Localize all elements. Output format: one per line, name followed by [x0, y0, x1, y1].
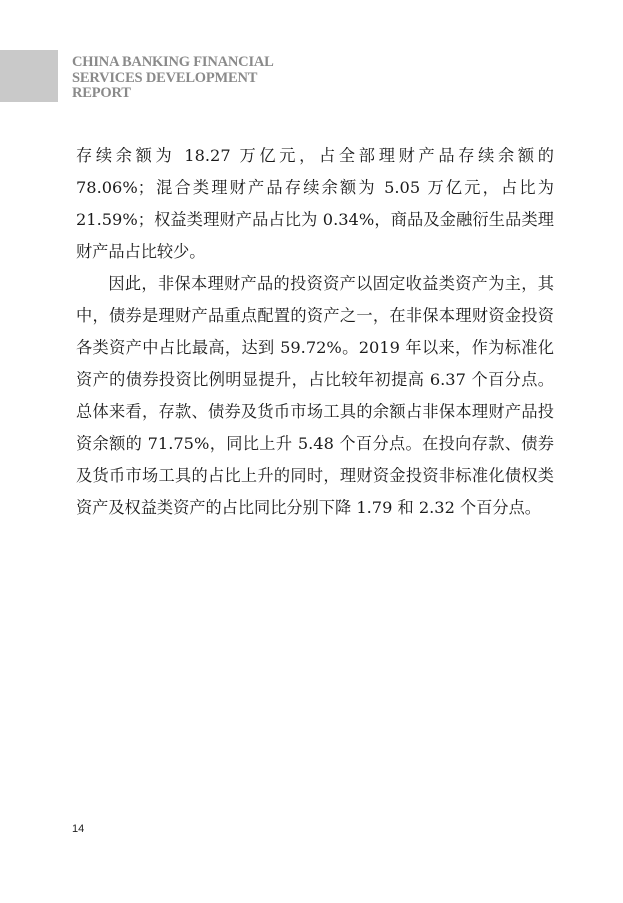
running-header: [72, 55, 312, 102]
body-text: [76, 140, 554, 524]
running-header-line-3: REPORT: [72, 85, 131, 101]
running-header-line-1: CHINA BANKING FINANCIAL: [72, 54, 274, 70]
page-number: 14: [72, 823, 85, 835]
running-header-line-2: SERVICES DEVELOPMENT: [72, 69, 258, 86]
header-gray-block: [0, 50, 58, 102]
paragraph: 因此，非保本理财产品的投资资产以固定收益类资产为主，其中，债券是理财产品重点配置的资产之一，在非保本理财资金投资各类资产中占比最高，达到 59.72%。2019 年以来，作为标准化资产的债券投资比例明显提升，占比较年初提高 6.37 个百分点。总体来看，存款、债券及货币市场工具的余额占非保本理财产品投资余额的 71.75%，同比上升 5.48 个百分点。在投向存款、债券及货币市场工具的占比上升的同时，理财资金投资非标准化债权类资产及权益类资产的占比同比分别下降 1.79 和 2.32 个百分点。: [76, 274, 554, 517]
paragraph-continued: 存续余额为 18.27 万亿元，占全部理财产品存续余额的 78.06%；混合类理财产品存续余额为 5.05 万亿元，占比为 21.59%；权益类理财产品占比为 0.34%，商品及金融衍生品类理财产品占比较少。: [76, 146, 554, 261]
